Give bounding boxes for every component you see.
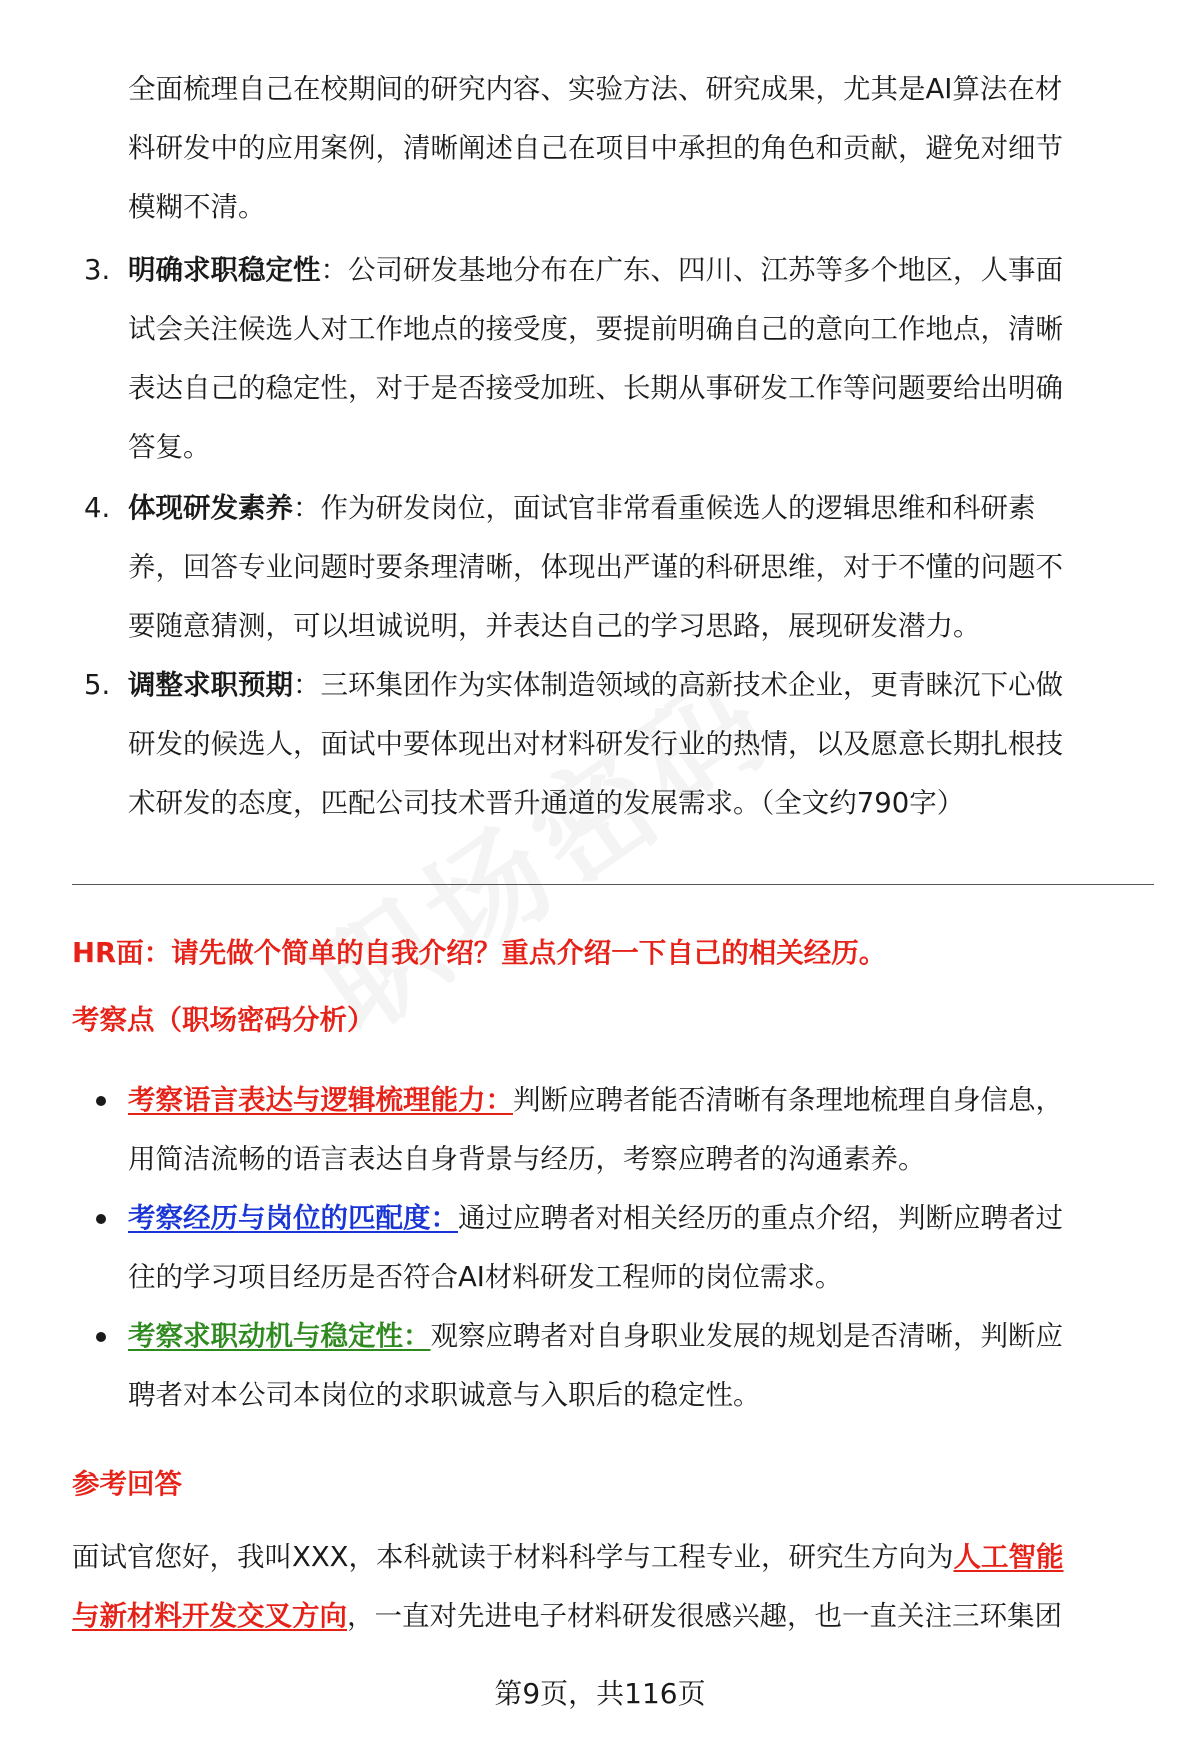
tip-line: 表达自己的稳定性，对于是否接受加班、长期从事研发工作等问题要给出明确	[128, 372, 1063, 404]
bullet-dot-icon	[96, 1214, 106, 1224]
tip-title: 体现研发素养	[128, 492, 293, 524]
intro-line-1: 全面梳理自己在校期间的研究内容、实验方法、研究成果，尤其是AI算法在材	[128, 73, 1063, 105]
point-line: 往的学习项目经历是否符合AI材料研发工程师的岗位需求。	[128, 1261, 843, 1293]
tip-line: 研发的候选人，面试中要体现出对材料研发行业的热情，以及愿意长期扎根技	[128, 728, 1063, 760]
page-footer: 第9页，共116页	[494, 1677, 706, 1710]
tip-text: ：公司研发基地分布在广东、四川、江苏等多个地区，人事面	[320, 254, 1063, 286]
assessment-point-1	[96, 1071, 1156, 1189]
tip-line: 养，回答专业问题时要条理清晰，体现出严谨的科研思维，对于不懂的问题不	[128, 551, 1063, 583]
question-heading: HR面：请先做个简单的自我介绍？重点介绍一下自己的相关经历。	[72, 937, 887, 969]
tip-item-4	[84, 479, 1144, 656]
point-line: 聘者对本公司本岗位的求职诚意与入职后的稳定性。	[128, 1379, 761, 1411]
tip-line: 要随意猜测，可以坦诚说明，并表达自己的学习思路，展现研发潜力。	[128, 610, 981, 642]
point-label: 考察求职动机与稳定性：	[128, 1320, 431, 1352]
answer-text: 面试官您好，我叫XXX，本科就读于材料科学与工程专业，研究生方向为	[72, 1541, 954, 1573]
analysis-heading: 考察点（职场密码分析）	[72, 1004, 375, 1036]
answer-heading: 参考回答	[72, 1468, 182, 1500]
answer-text: ，一直对先进电子材料研发很感兴趣，也一直关注三环集团	[347, 1600, 1062, 1632]
bullet-dot-icon	[96, 1096, 106, 1106]
tip-number: 3.	[84, 254, 111, 286]
answer-highlight: 与新材料开发交叉方向	[72, 1600, 347, 1632]
answer-line-1	[72, 1528, 1064, 1587]
answer-highlight: 人工智能	[953, 1541, 1064, 1573]
point-line	[128, 1189, 1156, 1248]
point-label: 考察经历与岗位的匹配度：	[128, 1202, 458, 1234]
tip-item-5	[84, 656, 1144, 833]
assessment-point-2	[96, 1189, 1156, 1307]
tip-line	[128, 479, 1144, 538]
tip-title: 调整求职预期	[128, 669, 293, 701]
assessment-point-3	[96, 1307, 1156, 1425]
tip-line: 试会关注候选人对工作地点的接受度，要提前明确自己的意向工作地点，清晰	[128, 313, 1063, 345]
point-text: 观察应聘者对自身职业发展的规划是否清晰，判断应	[430, 1320, 1063, 1352]
bullet-dot-icon	[96, 1332, 106, 1342]
tip-text: ：作为研发岗位，面试官非常看重候选人的逻辑思维和科研素	[293, 492, 1036, 524]
tip-item-3	[84, 241, 1144, 477]
tip-line: 答复。	[128, 431, 211, 463]
point-line: 用简洁流畅的语言表达自身背景与经历，考察应聘者的沟通素养。	[128, 1143, 926, 1175]
tip-line: 术研发的态度，匹配公司技术晋升通道的发展需求。（全文约790字）	[128, 787, 965, 819]
tip-line	[128, 656, 1144, 715]
tip-number: 4.	[84, 492, 111, 524]
tip-title: 明确求职稳定性	[128, 254, 321, 286]
point-label: 考察语言表达与逻辑梳理能力：	[128, 1084, 513, 1116]
point-text: 判断应聘者能否清晰有条理地梳理自身信息，	[513, 1084, 1063, 1116]
tip-number: 5.	[84, 669, 111, 701]
point-line	[128, 1071, 1156, 1130]
point-text: 通过应聘者对相关经历的重点介绍，判断应聘者过	[458, 1202, 1063, 1234]
tip-line	[128, 241, 1144, 300]
intro-line-2: 料研发中的应用案例，清晰阐述自己在项目中承担的角色和贡献，避免对细节	[128, 132, 1063, 164]
intro-line-3: 模糊不清。	[128, 191, 266, 223]
point-line	[128, 1307, 1156, 1366]
answer-line-2	[72, 1587, 1062, 1646]
section-divider	[72, 884, 1154, 885]
tip-text: ：三环集团作为实体制造领域的高新技术企业，更青睐沉下心做	[293, 669, 1063, 701]
